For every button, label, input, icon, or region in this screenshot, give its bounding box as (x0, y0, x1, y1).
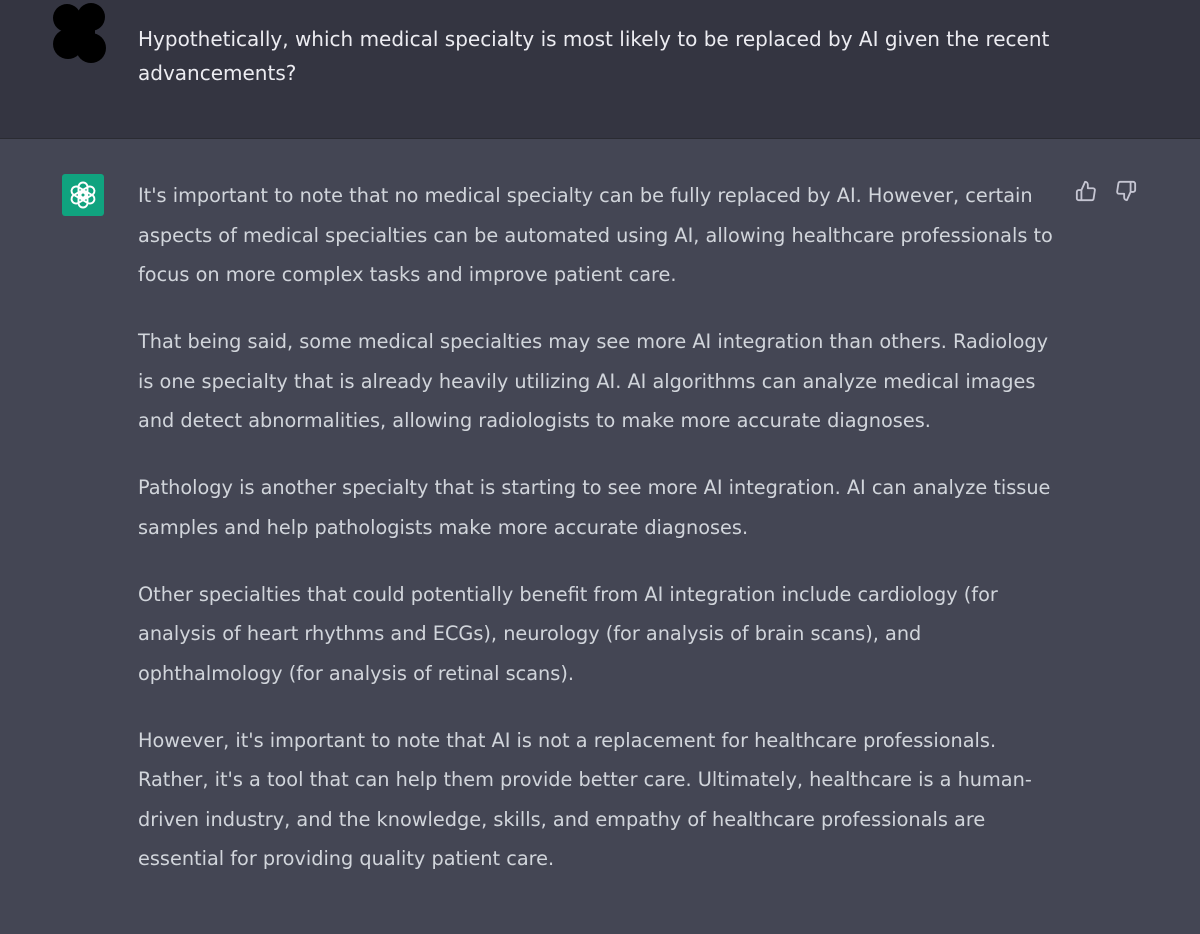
assistant-avatar (62, 174, 104, 216)
thumbs-up-icon (1075, 180, 1097, 202)
reply-paragraph: It's important to note that no medical specialty can be fully replaced by AI. However, certain aspects of medical specialties can be automated using AI, allowing healthcare professionals to focus on more complex tasks and improve patient care. (138, 184, 1053, 286)
thumbs-down-icon (1115, 180, 1137, 202)
user-avatar-redacted-icon (51, 2, 109, 66)
openai-logo-icon (68, 180, 98, 210)
assistant-message-row (0, 139, 1200, 934)
user-avatar (51, 2, 109, 66)
reply-paragraph: Other specialties that could potentially benefit from AI integration include cardiology (for analysis of heart rhythms and ECGs), neurology (for analysis of brain scans), and ophthalmology (for analysis of retinal scans). (138, 582, 998, 685)
thumbs-up-button[interactable] (1073, 178, 1099, 204)
thumbs-down-button[interactable] (1113, 178, 1139, 204)
user-message-text: Hypothetically, which medical specialty is most likely to be replaced by AI given the recent advancements? (138, 27, 1050, 85)
feedback-buttons (1073, 178, 1139, 204)
user-message-row (0, 0, 1200, 139)
reply-paragraph: Pathology is another specialty that is starting to see more AI integration. AI can analyze tissue samples and help pathologists make more accurate diagnoses. (138, 476, 1051, 539)
reply-paragraph: However, it's important to note that AI is not a replacement for healthcare professionals. Rather, it's a tool that can help them provide better care. Ultimately, healthcare is a human-driven industry, and the knowledge, skills, and empathy of healthcare professionals are essential for providing quality patient care. (138, 728, 1032, 870)
assistant-message-text (138, 176, 1058, 906)
reply-paragraph: That being said, some medical specialties may see more AI integration than others. Radiology is one specialty that is already heavily utilizing AI. AI algorithms can analyze medical images and detect abnormalities, allowing radiologists to make more accurate diagnoses. (138, 330, 1049, 432)
